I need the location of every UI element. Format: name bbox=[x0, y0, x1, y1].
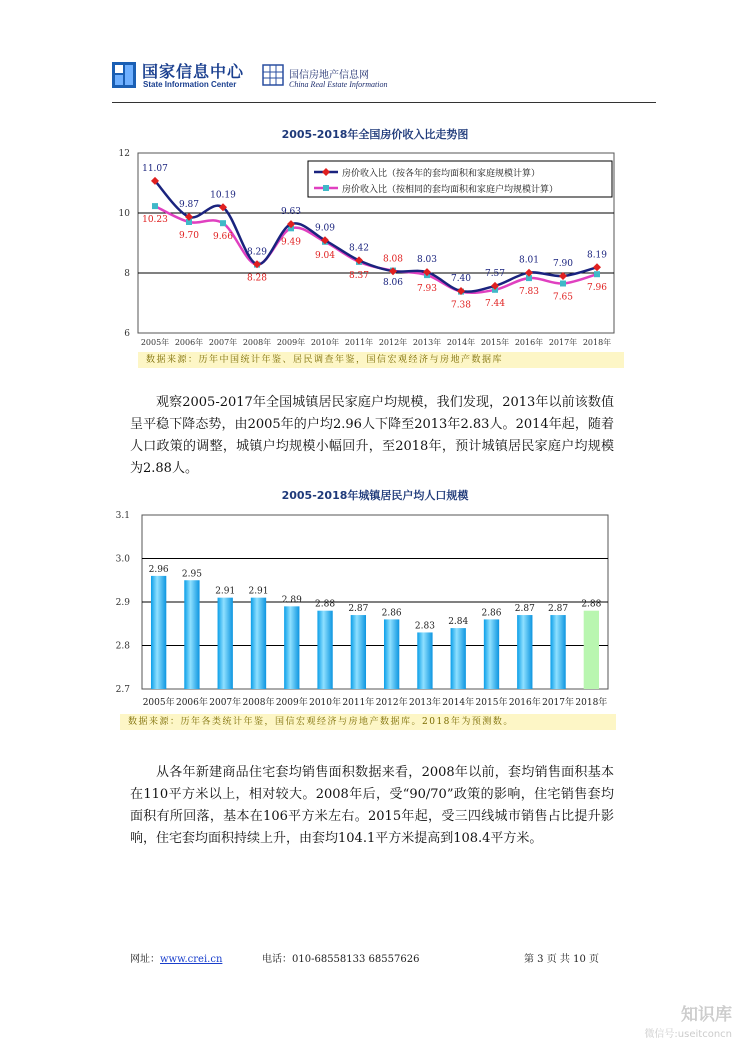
chart1-series2-point bbox=[594, 271, 600, 277]
chart1-series2-value-label: 9.66 bbox=[212, 232, 234, 243]
chart1-xtick-label: 2015年 bbox=[480, 338, 510, 347]
chart1-series2-value-label: 9.70 bbox=[178, 231, 200, 241]
chart1-legend-label-2: 房价收入比（按相同的套均面积和家庭户均规模计算） bbox=[342, 185, 559, 195]
chart1-series1-value-label: 8.19 bbox=[586, 250, 608, 261]
watermark bbox=[644, 1000, 732, 1040]
chart1-series1-value-label: 7.90 bbox=[552, 259, 574, 269]
household-size-chart bbox=[104, 506, 620, 712]
watermark-brand: 知识库 bbox=[681, 1005, 732, 1025]
chart2-xtick-label: 2015年 bbox=[475, 698, 508, 708]
chart1-ytick-label: 12 bbox=[118, 149, 130, 159]
chart1-series1-value-label: 8.29 bbox=[246, 247, 268, 258]
chart1-xtick-label: 2006年 bbox=[174, 338, 204, 347]
chart2-value-label: 2.87 bbox=[514, 604, 535, 615]
chart1-series2-value-label: 7.44 bbox=[484, 298, 506, 309]
paragraph-2-text: 从各年新建商品住宅套均销售面积数据来看，2008年以前，套均销售面积基本在110平方米以上，相对较大。2008年后，受“90/70”政策的影响，住宅销售套均面积有所回落，基本在106平方米左右。2015年起，受三四线城市销售占比提升影响，住宅套均面积持续上升，由套均104.1平方米提高到108.4平方米。 bbox=[130, 765, 614, 846]
chart1-series2-value-label: 8.28 bbox=[246, 273, 268, 284]
chart1-xtick-label: 2018年 bbox=[582, 338, 612, 347]
chart1-series1-value-label: 7.40 bbox=[450, 274, 472, 284]
chart1-series1-value-label: 9.09 bbox=[314, 223, 336, 234]
footer-website bbox=[130, 950, 222, 965]
chart1-series1-value-label: 8.03 bbox=[416, 255, 438, 266]
chart2-bar bbox=[417, 632, 432, 689]
chart1-series1-value-label: 8.42 bbox=[348, 243, 370, 254]
chart1-xtick-label: 2008年 bbox=[242, 338, 272, 347]
footer-page-number: 第 3 页 共 10 页 bbox=[524, 954, 599, 965]
paragraph-1 bbox=[130, 392, 614, 480]
chart2-bar bbox=[451, 628, 466, 689]
chart2-xtick-label: 2016年 bbox=[508, 698, 541, 708]
chart2-bar bbox=[351, 615, 366, 689]
chart2-xtick-label: 2006年 bbox=[175, 698, 208, 708]
chart2-value-label: 2.84 bbox=[448, 617, 469, 628]
chart1-series2-value-label: 10.23 bbox=[142, 215, 168, 226]
chart2-bar bbox=[584, 611, 599, 689]
chart2-bar bbox=[317, 611, 332, 689]
chart2-ytick-label: 2.7 bbox=[115, 685, 130, 695]
chart2-xtick-label: 2005年 bbox=[142, 698, 175, 708]
chart2-value-label: 2.87 bbox=[348, 604, 369, 615]
chart2-bar bbox=[384, 619, 399, 689]
chart1-xtick-label: 2016年 bbox=[514, 338, 544, 347]
chart1-legend-marker-2 bbox=[323, 185, 329, 191]
chart1-series2-value-label: 7.83 bbox=[518, 287, 540, 298]
chart1-ytick-label: 6 bbox=[124, 329, 130, 339]
chart2-ytick-label: 2.8 bbox=[115, 641, 130, 652]
chart2-xtick-label: 2009年 bbox=[275, 698, 308, 708]
chart1-xtick-label: 2009年 bbox=[276, 338, 306, 347]
chart2-bar bbox=[251, 598, 266, 689]
chart2-xtick-label: 2013年 bbox=[408, 698, 441, 708]
header-divider bbox=[112, 102, 656, 103]
chart1-series2-point bbox=[560, 281, 566, 287]
chart1-source: 数据来源：历年中国统计年鉴、居民调查年鉴，国信宏观经济与房地产数据库 bbox=[138, 352, 624, 368]
chart2-bar bbox=[550, 615, 565, 689]
org-name: 国家信息中心 bbox=[142, 62, 245, 81]
org-subtitle: State Information Center bbox=[143, 80, 237, 89]
chart2-value-label: 2.95 bbox=[181, 569, 202, 580]
real-estate-logo bbox=[262, 64, 284, 86]
chart1-series2-value-label: 9.04 bbox=[314, 250, 336, 261]
chart1-series1-value-label: 11.07 bbox=[142, 163, 168, 174]
watermark-wechat: 微信号:useitconcn bbox=[644, 1029, 732, 1040]
chart1-xtick-label: 2005年 bbox=[140, 338, 170, 347]
chart2-xtick-label: 2008年 bbox=[242, 698, 275, 708]
chart1-series2-point bbox=[220, 220, 226, 226]
chart1-series2-value-label: 7.38 bbox=[450, 300, 472, 311]
chart2-bar bbox=[484, 619, 499, 689]
chart2-xtick-label: 2010年 bbox=[309, 698, 342, 708]
chart2-xtick-label: 2018年 bbox=[575, 698, 608, 708]
state-information-center-logo bbox=[112, 62, 136, 88]
chart2-xtick-label: 2007年 bbox=[209, 698, 242, 708]
chart2-value-label: 2.86 bbox=[481, 608, 502, 619]
paragraph-1-text: 观察2005-2017年全国城镇居民家庭户均规模，我们发现，2013年以前该数值呈平稳下降态势，由2005年的户均2.96人下降至2013年2.83人。2014年起，随着人口政策的调整，城镇户均规模小幅回升，至2018年，预计城镇居民家庭户均规模为2.88人。 bbox=[130, 395, 614, 476]
chart1-ytick-label: 10 bbox=[118, 209, 130, 219]
chart1-series2-value-label: 7.65 bbox=[552, 292, 574, 303]
price-income-ratio-chart bbox=[112, 145, 622, 350]
chart2-xtick-label: 2017年 bbox=[542, 698, 575, 708]
chart1-series1-value-label: 9.87 bbox=[178, 199, 200, 210]
chart2-value-label: 2.88 bbox=[315, 599, 336, 610]
chart2-xtick-label: 2012年 bbox=[375, 698, 408, 708]
chart1-xtick-label: 2014年 bbox=[446, 338, 476, 347]
footer-site-link[interactable]: www.crei.cn bbox=[160, 954, 223, 965]
chart2-value-label: 2.91 bbox=[215, 586, 236, 597]
chart2-value-label: 2.86 bbox=[381, 608, 402, 619]
chart2-value-label: 2.96 bbox=[148, 564, 169, 575]
chart1-series2-value-label: 7.93 bbox=[416, 284, 438, 295]
chart1-legend-label-1: 房价收入比（按各年的套均面积和家庭规模计算） bbox=[342, 169, 541, 179]
chart2-bar bbox=[284, 606, 299, 689]
chart1-series1-value-label: 10.19 bbox=[210, 190, 236, 201]
chart2-xtick-label: 2011年 bbox=[342, 698, 375, 708]
chart1-series1-value-label: 8.01 bbox=[518, 255, 540, 266]
chart1-xtick-label: 2013年 bbox=[412, 338, 442, 347]
chart2-ytick-label: 2.9 bbox=[115, 598, 130, 608]
chart1-series2-value-label: 7.96 bbox=[586, 283, 608, 294]
chart2-bar bbox=[184, 580, 199, 689]
chart1-xtick-label: 2017年 bbox=[548, 338, 578, 347]
footer-phone: 电话：010-68558133 68557626 bbox=[262, 954, 420, 965]
chart2-ytick-label: 3.0 bbox=[115, 554, 130, 565]
chart2-value-label: 2.91 bbox=[248, 586, 269, 597]
chart2-bar bbox=[517, 615, 532, 689]
chart2-value-label: 2.83 bbox=[414, 621, 435, 632]
chart2-xtick-label: 2014年 bbox=[442, 698, 475, 708]
chart1-xtick-label: 2012年 bbox=[378, 338, 408, 347]
chart1-xtick-label: 2011年 bbox=[344, 338, 374, 347]
chart2-bar bbox=[151, 576, 166, 689]
chart2-bar bbox=[218, 598, 233, 689]
footer-site-label: 网址： bbox=[130, 954, 160, 965]
chart2-value-label: 2.89 bbox=[281, 595, 302, 606]
chart2-value-label: 2.88 bbox=[581, 599, 602, 610]
chart2-value-label: 2.87 bbox=[548, 604, 569, 615]
chart2-ytick-label: 3.1 bbox=[115, 511, 130, 521]
site-name: 国信房地产信息网 bbox=[289, 70, 369, 81]
chart1-series2-value-label: 8.37 bbox=[348, 270, 370, 281]
chart1-ytick-label: 8 bbox=[124, 269, 130, 279]
chart1-series2-value-label: 9.49 bbox=[280, 237, 302, 248]
paragraph-2 bbox=[130, 762, 614, 850]
chart1-series2-value-label: 8.08 bbox=[382, 254, 404, 265]
chart1-title: 2005-2018年全国房价收入比走势图 bbox=[281, 128, 469, 141]
chart2-source: 数据来源：历年各类统计年鉴，国信宏观经济与房地产数据库。2018年为预测数。 bbox=[120, 714, 616, 730]
chart1-series1-value-label: 7.57 bbox=[484, 268, 506, 279]
chart1-xtick-label: 2010年 bbox=[310, 338, 340, 347]
site-subtitle: China Real Estate Information bbox=[289, 80, 388, 89]
chart2-title: 2005-2018年城镇居民户均人口规模 bbox=[281, 489, 469, 502]
chart1-series1-value-label: 9.63 bbox=[280, 207, 302, 218]
chart1-series2-point bbox=[152, 203, 158, 209]
chart1-legend bbox=[308, 161, 612, 197]
chart1-series1-value-label: 8.06 bbox=[382, 278, 404, 289]
chart1-xtick-label: 2007年 bbox=[208, 338, 238, 347]
